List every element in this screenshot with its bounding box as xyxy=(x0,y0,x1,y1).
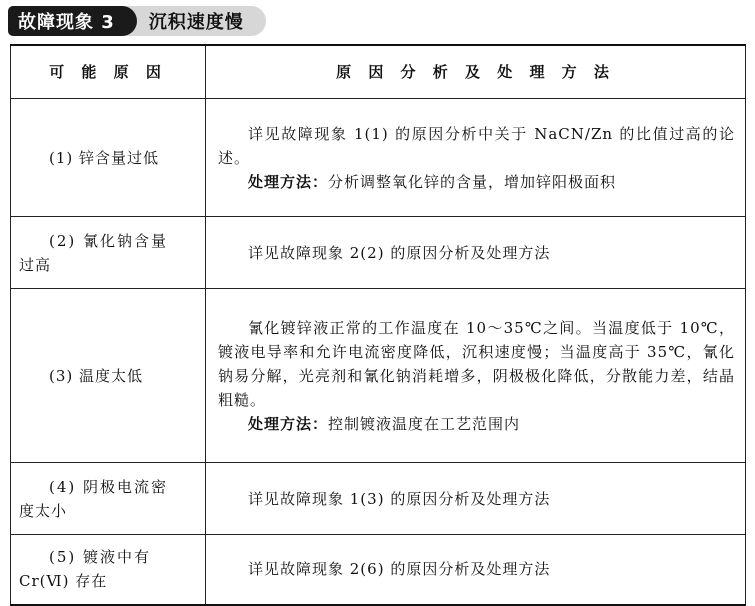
cause-cell xyxy=(11,217,206,289)
method-line xyxy=(218,412,735,436)
table-row xyxy=(11,463,746,535)
analysis-cell xyxy=(206,289,746,463)
method-label: 处理方法： xyxy=(248,172,329,191)
section-header xyxy=(8,6,266,36)
table-row xyxy=(11,99,746,217)
table-header-row xyxy=(11,45,746,99)
analysis-text: 详见故障现象 2(2) 的原因分析及处理方法 xyxy=(248,243,551,262)
cause-text-continued: Cr(Ⅵ) 存在 xyxy=(19,572,108,591)
analysis-cell xyxy=(206,99,746,217)
method-label: 处理方法： xyxy=(248,414,329,433)
cause-cell xyxy=(11,463,206,535)
cause-text: (1) 锌含量过低 xyxy=(49,148,160,167)
analysis-text: 详见故障现象 1(3) 的原因分析及处理方法 xyxy=(248,489,551,508)
cause-cell xyxy=(11,289,206,463)
section-title: 沉积速度慢 xyxy=(121,6,266,36)
analysis-cell xyxy=(206,535,746,605)
fault-badge: 故障现象 3 xyxy=(8,6,137,36)
cause-text: (2) 氰化钠含量 xyxy=(49,231,169,250)
analysis-cell xyxy=(206,463,746,535)
fault-table-container xyxy=(10,44,746,606)
analysis-text: 详见故障现象 2(6) 的原因分析及处理方法 xyxy=(248,560,551,579)
cause-text: (5) 镀液中有 xyxy=(49,548,152,567)
table-row xyxy=(11,535,746,605)
method-text: 控制镀液温度在工艺范围内 xyxy=(328,414,521,433)
method-line xyxy=(218,170,735,194)
column-header-analysis: 原 因 分 析 及 处 理 方 法 xyxy=(206,45,746,99)
cause-cell xyxy=(11,99,206,217)
cause-text: (4) 阴极电流密 xyxy=(49,477,169,496)
analysis-text: 详见故障现象 1(1) 的原因分析中关于 NaCN/Zn 的比值过高的论述。 xyxy=(218,124,735,167)
analysis-text: 氰化镀锌液正常的工作温度在 10～35℃之间。当温度低于 10℃，镀液电导率和允许电流密度降低，沉积速度慢；当温度高于 35℃，氰化钠易分解，光亮剂和氰化钠消耗增多，阴极极化降低，分散能力差，结晶粗糙。 xyxy=(218,318,735,409)
fault-table xyxy=(10,44,746,606)
method-text: 分析调整氧化锌的含量，增加锌阳极面积 xyxy=(328,172,617,191)
analysis-cell xyxy=(206,217,746,289)
table-row xyxy=(11,289,746,463)
cause-text-continued: 度太小 xyxy=(19,501,68,520)
cause-text-continued: 过高 xyxy=(19,255,52,274)
table-row xyxy=(11,217,746,289)
cause-cell xyxy=(11,535,206,605)
cause-text: (3) 温度太低 xyxy=(49,366,144,385)
column-header-cause: 可 能 原 因 xyxy=(11,45,206,99)
